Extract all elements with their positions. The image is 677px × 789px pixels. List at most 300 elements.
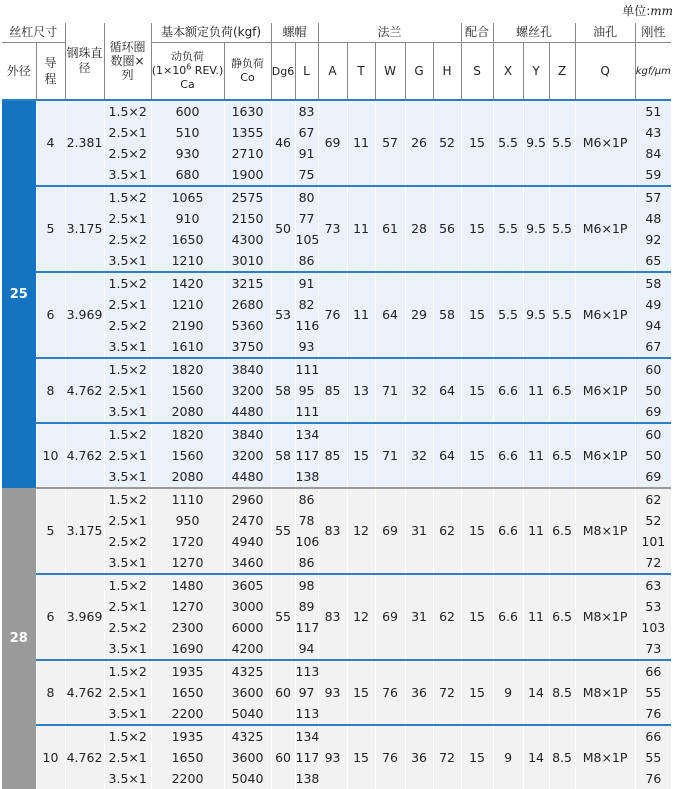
ball-diameter-cell: 3.175 bbox=[65, 186, 104, 272]
dim-a-cell: 93 bbox=[318, 660, 347, 725]
ball-diameter-cell: 2.381 bbox=[65, 100, 104, 186]
dim-x-cell: 5.5 bbox=[493, 100, 523, 186]
dynamic-load-cell: 2080 bbox=[151, 466, 224, 488]
dynamic-load-cell: 1650 bbox=[151, 682, 224, 703]
stiffness-cell: 66 bbox=[635, 660, 671, 682]
dim-x-cell: 6.6 bbox=[493, 488, 523, 574]
circuit-cell: 1.5×2 bbox=[104, 186, 151, 208]
table-row bbox=[2, 186, 671, 208]
stiffness-cell: 60 bbox=[635, 423, 671, 445]
nut-length-cell: 83 bbox=[295, 100, 318, 122]
stiffness-cell: 50 bbox=[635, 380, 671, 401]
dim-a-cell: 73 bbox=[318, 186, 347, 272]
stiffness-cell: 73 bbox=[635, 638, 671, 660]
circuit-cell: 1.5×2 bbox=[104, 725, 151, 747]
dim-g-cell: 32 bbox=[405, 358, 433, 423]
nut-length-cell: 86 bbox=[295, 552, 318, 574]
static-load-cell: 3000 bbox=[224, 596, 271, 617]
dim-x-cell: 6.6 bbox=[493, 358, 523, 423]
stiffness-cell: 55 bbox=[635, 747, 671, 768]
header-bolt-y: Y bbox=[523, 43, 549, 101]
circuit-cell: 1.5×2 bbox=[104, 423, 151, 445]
dim-y-cell: 9.5 bbox=[523, 186, 549, 272]
stiffness-cell: 52 bbox=[635, 510, 671, 531]
circuit-cell: 3.5×1 bbox=[104, 552, 151, 574]
dynamic-load-cell: 1650 bbox=[151, 747, 224, 768]
dim-w-cell: 57 bbox=[375, 100, 405, 186]
nut-length-cell: 117 bbox=[295, 617, 318, 638]
stiffness-cell: 51 bbox=[635, 100, 671, 122]
nut-length-cell: 134 bbox=[295, 725, 318, 747]
lead-cell: 5 bbox=[36, 186, 65, 272]
circuit-cell: 2.5×2 bbox=[104, 143, 151, 164]
dim-h-cell: 62 bbox=[433, 488, 461, 574]
dynamic-load-cell: 600 bbox=[151, 100, 224, 122]
table-row bbox=[2, 272, 671, 294]
dynamic-load-cell: 1610 bbox=[151, 336, 224, 358]
dynamic-load-cell: 1820 bbox=[151, 423, 224, 445]
circuit-cell: 2.5×1 bbox=[104, 510, 151, 531]
dim-h-cell: 72 bbox=[433, 725, 461, 789]
stiffness-cell: 66 bbox=[635, 725, 671, 747]
dim-t-cell: 15 bbox=[347, 423, 375, 488]
dim-z-cell: 6.5 bbox=[549, 574, 575, 660]
dynamic-load-cell: 950 bbox=[151, 510, 224, 531]
lead-cell: 4 bbox=[36, 100, 65, 186]
dg6-cell: 60 bbox=[271, 660, 295, 725]
dynamic-load-cell: 910 bbox=[151, 208, 224, 229]
static-load-code: Co bbox=[240, 71, 255, 84]
dim-t-cell: 11 bbox=[347, 100, 375, 186]
dim-x-cell: 5.5 bbox=[493, 272, 523, 358]
dynamic-load-cell: 1560 bbox=[151, 380, 224, 401]
static-load-cell: 3200 bbox=[224, 445, 271, 466]
stiffness-cell: 72 bbox=[635, 552, 671, 574]
lead-cell: 5 bbox=[36, 488, 65, 574]
dim-g-cell: 31 bbox=[405, 574, 433, 660]
static-load-cell: 4300 bbox=[224, 229, 271, 250]
static-load-cell: 3010 bbox=[224, 250, 271, 272]
dim-a-cell: 85 bbox=[318, 358, 347, 423]
header-flange-g: G bbox=[405, 43, 433, 101]
dim-y-cell: 11 bbox=[523, 358, 549, 423]
nut-length-cell: 94 bbox=[295, 638, 318, 660]
dynamic-load-cell: 1690 bbox=[151, 638, 224, 660]
header-nut: 螺帽 bbox=[271, 23, 318, 43]
nut-length-cell: 95 bbox=[295, 380, 318, 401]
table-row bbox=[2, 358, 671, 380]
nut-length-cell: 117 bbox=[295, 445, 318, 466]
nut-length-cell: 113 bbox=[295, 703, 318, 725]
header-flange-h: H bbox=[433, 43, 461, 101]
stiffness-cell: 48 bbox=[635, 208, 671, 229]
dim-t-cell: 15 bbox=[347, 725, 375, 789]
static-load-cell: 1355 bbox=[224, 122, 271, 143]
stiffness-cell: 53 bbox=[635, 596, 671, 617]
static-load-cell: 3750 bbox=[224, 336, 271, 358]
header-oil-q: Q bbox=[575, 43, 635, 101]
nut-length-cell: 138 bbox=[295, 768, 318, 789]
dynamic-load-cell: 1935 bbox=[151, 660, 224, 682]
nut-length-cell: 86 bbox=[295, 488, 318, 510]
nut-length-cell: 77 bbox=[295, 208, 318, 229]
stiffness-cell: 58 bbox=[635, 272, 671, 294]
outer-diameter-cell: 28 bbox=[2, 488, 36, 789]
circuit-cell: 1.5×2 bbox=[104, 660, 151, 682]
dg6-cell: 55 bbox=[271, 574, 295, 660]
static-load-cell: 2680 bbox=[224, 294, 271, 315]
dim-y-cell: 11 bbox=[523, 488, 549, 574]
stiffness-cell: 49 bbox=[635, 294, 671, 315]
dynamic-load-cell: 2200 bbox=[151, 703, 224, 725]
header-load-rating-text: 基本额定负荷(kgf) bbox=[160, 25, 262, 39]
dim-g-cell: 29 bbox=[405, 272, 433, 358]
circuit-cell: 2.5×2 bbox=[104, 315, 151, 336]
dim-z-cell: 8.5 bbox=[549, 725, 575, 789]
circuit-cell: 2.5×2 bbox=[104, 531, 151, 552]
circuit-cell: 1.5×2 bbox=[104, 358, 151, 380]
header-dynamic-load bbox=[151, 43, 224, 101]
ball-diameter-cell: 3.969 bbox=[65, 574, 104, 660]
dim-g-cell: 36 bbox=[405, 660, 433, 725]
nut-length-cell: 111 bbox=[295, 401, 318, 423]
dim-s-cell: 15 bbox=[461, 358, 493, 423]
dim-q-cell: M6×1P bbox=[575, 100, 635, 186]
dynamic-load-cell: 2300 bbox=[151, 617, 224, 638]
table-body bbox=[2, 100, 671, 789]
static-load-cell: 4325 bbox=[224, 725, 271, 747]
circuit-cell: 1.5×2 bbox=[104, 272, 151, 294]
circuit-cell: 3.5×1 bbox=[104, 336, 151, 358]
circuit-cell: 3.5×1 bbox=[104, 703, 151, 725]
header-load-rating bbox=[151, 23, 271, 43]
dim-w-cell: 71 bbox=[375, 423, 405, 488]
ball-diameter-cell: 4.762 bbox=[65, 725, 104, 789]
table-row bbox=[2, 725, 671, 747]
dim-s-cell: 15 bbox=[461, 423, 493, 488]
dg6-cell: 58 bbox=[271, 358, 295, 423]
stiffness-cell: 92 bbox=[635, 229, 671, 250]
circuit-cell: 2.5×1 bbox=[104, 682, 151, 703]
dim-z-cell: 6.5 bbox=[549, 488, 575, 574]
dim-z-cell: 5.5 bbox=[549, 272, 575, 358]
ball-diameter-cell: 4.762 bbox=[65, 660, 104, 725]
dynamic-load-cell: 1420 bbox=[151, 272, 224, 294]
header-bolt-z: Z bbox=[549, 43, 575, 101]
static-load-cell: 2710 bbox=[224, 143, 271, 164]
header-flange-t: T bbox=[347, 43, 375, 101]
static-load-cell: 3215 bbox=[224, 272, 271, 294]
stiffness-cell: 69 bbox=[635, 401, 671, 423]
dim-z-cell: 5.5 bbox=[549, 100, 575, 186]
dynamic-load-cell: 1480 bbox=[151, 574, 224, 596]
dim-h-cell: 52 bbox=[433, 100, 461, 186]
dim-w-cell: 61 bbox=[375, 186, 405, 272]
circuit-cell: 2.5×1 bbox=[104, 380, 151, 401]
circuit-cell: 3.5×1 bbox=[104, 638, 151, 660]
stiffness-cell: 76 bbox=[635, 768, 671, 789]
dim-y-cell: 9.5 bbox=[523, 100, 549, 186]
dim-q-cell: M6×1P bbox=[575, 272, 635, 358]
dim-w-cell: 76 bbox=[375, 660, 405, 725]
dim-w-cell: 71 bbox=[375, 358, 405, 423]
dynamic-load-cell: 930 bbox=[151, 143, 224, 164]
circuit-cell: 1.5×2 bbox=[104, 574, 151, 596]
dim-a-cell: 93 bbox=[318, 725, 347, 789]
lead-cell: 10 bbox=[36, 725, 65, 789]
table-row bbox=[2, 660, 671, 682]
dim-w-cell: 69 bbox=[375, 574, 405, 660]
stiffness-cell: 84 bbox=[635, 143, 671, 164]
dynamic-load-cell: 680 bbox=[151, 164, 224, 186]
static-load-cell: 1630 bbox=[224, 100, 271, 122]
nut-length-cell: 98 bbox=[295, 574, 318, 596]
stiffness-cell: 62 bbox=[635, 488, 671, 510]
dynamic-load-code: Ca bbox=[180, 78, 195, 91]
dim-x-cell: 5.5 bbox=[493, 186, 523, 272]
dim-a-cell: 69 bbox=[318, 100, 347, 186]
dim-w-cell: 69 bbox=[375, 488, 405, 574]
static-load-cell: 4480 bbox=[224, 401, 271, 423]
dynamic-load-cell: 1110 bbox=[151, 488, 224, 510]
stiffness-cell: 59 bbox=[635, 164, 671, 186]
static-load-cell: 5040 bbox=[224, 768, 271, 789]
static-load-cell: 3605 bbox=[224, 574, 271, 596]
dynamic-load-cell: 1270 bbox=[151, 552, 224, 574]
dim-t-cell: 11 bbox=[347, 272, 375, 358]
circuit-cell: 1.5×2 bbox=[104, 488, 151, 510]
header-fit: 配合 bbox=[461, 23, 493, 43]
outer-diameter-cell: 25 bbox=[2, 100, 36, 488]
header-stiffness: 刚性 bbox=[635, 23, 671, 43]
circuit-cell: 3.5×1 bbox=[104, 466, 151, 488]
stiffness-cell: 65 bbox=[635, 250, 671, 272]
dim-s-cell: 15 bbox=[461, 186, 493, 272]
nut-length-cell: 105 bbox=[295, 229, 318, 250]
dynamic-load-cell: 1650 bbox=[151, 229, 224, 250]
dim-w-cell: 76 bbox=[375, 725, 405, 789]
static-load-cell: 2150 bbox=[224, 208, 271, 229]
stiffness-cell: 63 bbox=[635, 574, 671, 596]
dynamic-load-cell: 1820 bbox=[151, 358, 224, 380]
dim-g-cell: 26 bbox=[405, 100, 433, 186]
dim-t-cell: 11 bbox=[347, 186, 375, 272]
dim-h-cell: 72 bbox=[433, 660, 461, 725]
stiffness-cell: 94 bbox=[635, 315, 671, 336]
dim-z-cell: 6.5 bbox=[549, 358, 575, 423]
dim-s-cell: 15 bbox=[461, 660, 493, 725]
dim-y-cell: 11 bbox=[523, 423, 549, 488]
circuit-cell: 2.5×2 bbox=[104, 229, 151, 250]
dim-q-cell: M6×1P bbox=[575, 358, 635, 423]
dim-x-cell: 9 bbox=[493, 660, 523, 725]
static-load-cell: 5360 bbox=[224, 315, 271, 336]
dim-q-cell: M6×1P bbox=[575, 186, 635, 272]
dim-q-cell: M8×1P bbox=[575, 488, 635, 574]
lead-cell: 8 bbox=[36, 358, 65, 423]
header-flange-a: A bbox=[318, 43, 347, 101]
header-bolt-hole: 螺丝孔 bbox=[493, 23, 575, 43]
dim-q-cell: M8×1P bbox=[575, 725, 635, 789]
dim-h-cell: 64 bbox=[433, 358, 461, 423]
dynamic-load-cell: 2200 bbox=[151, 768, 224, 789]
nut-length-cell: 106 bbox=[295, 531, 318, 552]
circuit-cell: 2.5×1 bbox=[104, 747, 151, 768]
circuit-cell: 3.5×1 bbox=[104, 768, 151, 789]
dim-g-cell: 28 bbox=[405, 186, 433, 272]
dim-q-cell: M8×1P bbox=[575, 574, 635, 660]
circuit-cell: 2.5×2 bbox=[104, 617, 151, 638]
dim-a-cell: 83 bbox=[318, 488, 347, 574]
dim-h-cell: 58 bbox=[433, 272, 461, 358]
ball-diameter-cell: 4.762 bbox=[65, 423, 104, 488]
dim-g-cell: 31 bbox=[405, 488, 433, 574]
dim-x-cell: 6.6 bbox=[493, 574, 523, 660]
stiffness-cell: 69 bbox=[635, 466, 671, 488]
dynamic-load-cell: 1065 bbox=[151, 186, 224, 208]
static-load-cell: 3840 bbox=[224, 423, 271, 445]
dg6-cell: 55 bbox=[271, 488, 295, 574]
unit-note bbox=[0, 2, 673, 19]
stiffness-cell: 67 bbox=[635, 336, 671, 358]
circuit-cell: 2.5×1 bbox=[104, 596, 151, 617]
stiffness-cell: 57 bbox=[635, 186, 671, 208]
static-load-cell: 4940 bbox=[224, 531, 271, 552]
nut-length-cell: 75 bbox=[295, 164, 318, 186]
static-load-cell: 3600 bbox=[224, 747, 271, 768]
dynamic-load-cell: 1210 bbox=[151, 294, 224, 315]
dim-a-cell: 76 bbox=[318, 272, 347, 358]
dynamic-load-revs: ($1\times 10^6$ REV.) bbox=[151, 62, 224, 77]
ball-diameter-cell: 4.762 bbox=[65, 358, 104, 423]
nut-length-cell: 113 bbox=[295, 660, 318, 682]
stiffness-cell: 50 bbox=[635, 445, 671, 466]
nut-length-cell: 134 bbox=[295, 423, 318, 445]
dg6-cell: 60 bbox=[271, 725, 295, 789]
ball-screw-spec-table bbox=[2, 23, 671, 789]
static-load-cell: 2470 bbox=[224, 510, 271, 531]
nut-length-cell: 82 bbox=[295, 294, 318, 315]
static-load-cell: 3460 bbox=[224, 552, 271, 574]
static-load-cell: 4480 bbox=[224, 466, 271, 488]
lead-cell: 8 bbox=[36, 660, 65, 725]
circuit-cell: 3.5×1 bbox=[104, 164, 151, 186]
header-bolt-x: X bbox=[493, 43, 523, 101]
dim-y-cell: 11 bbox=[523, 574, 549, 660]
table-row bbox=[2, 574, 671, 596]
dynamic-load-cell: 510 bbox=[151, 122, 224, 143]
static-load-cell: 3200 bbox=[224, 380, 271, 401]
table-row bbox=[2, 100, 671, 122]
static-load-cell: 1900 bbox=[224, 164, 271, 186]
dynamic-load-cell: 1270 bbox=[151, 596, 224, 617]
header-flange: 法兰 bbox=[318, 23, 461, 43]
dynamic-load-cell: 1935 bbox=[151, 725, 224, 747]
dim-s-cell: 15 bbox=[461, 488, 493, 574]
static-load-title: 静负荷 bbox=[231, 57, 265, 70]
nut-length-cell: 138 bbox=[295, 466, 318, 488]
circuit-cell: 3.5×1 bbox=[104, 401, 151, 423]
lead-cell: 6 bbox=[36, 574, 65, 660]
dim-s-cell: 15 bbox=[461, 100, 493, 186]
unit-value: mm bbox=[650, 4, 673, 18]
dynamic-load-cell: 2080 bbox=[151, 401, 224, 423]
table-header bbox=[2, 23, 671, 100]
dg6-cell: 58 bbox=[271, 423, 295, 488]
header-oil-hole: 油孔 bbox=[575, 23, 635, 43]
nut-length-cell: 117 bbox=[295, 747, 318, 768]
header-static-load bbox=[224, 43, 271, 101]
dim-x-cell: 6.6 bbox=[493, 423, 523, 488]
nut-length-cell: 78 bbox=[295, 510, 318, 531]
nut-length-cell: 91 bbox=[295, 272, 318, 294]
static-load-cell: 4325 bbox=[224, 660, 271, 682]
dim-w-cell: 64 bbox=[375, 272, 405, 358]
circuit-cell: 3.5×1 bbox=[104, 250, 151, 272]
static-load-cell: 4200 bbox=[224, 638, 271, 660]
table-row bbox=[2, 423, 671, 445]
header-l: L bbox=[295, 43, 318, 101]
dim-s-cell: 15 bbox=[461, 725, 493, 789]
dynamic-load-cell: 1560 bbox=[151, 445, 224, 466]
dim-g-cell: 32 bbox=[405, 423, 433, 488]
static-load-cell: 6000 bbox=[224, 617, 271, 638]
ball-diameter-cell: 3.175 bbox=[65, 488, 104, 574]
dim-s-cell: 15 bbox=[461, 574, 493, 660]
dynamic-load-cell: 1720 bbox=[151, 531, 224, 552]
stiffness-cell: 55 bbox=[635, 682, 671, 703]
header-ball-diameter: 钢珠直径 bbox=[65, 23, 104, 100]
dynamic-load-cell: 1210 bbox=[151, 250, 224, 272]
dg6-cell: 53 bbox=[271, 272, 295, 358]
stiffness-cell: 60 bbox=[635, 358, 671, 380]
dg6-cell: 50 bbox=[271, 186, 295, 272]
nut-length-cell: 97 bbox=[295, 682, 318, 703]
dim-a-cell: 85 bbox=[318, 423, 347, 488]
static-load-cell: 5040 bbox=[224, 703, 271, 725]
dim-z-cell: 6.5 bbox=[549, 423, 575, 488]
stiffness-cell: 76 bbox=[635, 703, 671, 725]
nut-length-cell: 67 bbox=[295, 122, 318, 143]
header-dg6: Dg6 bbox=[271, 43, 295, 101]
nut-length-cell: 93 bbox=[295, 336, 318, 358]
dim-q-cell: M6×1P bbox=[575, 423, 635, 488]
header-stiffness-unit: kgf/μm bbox=[635, 43, 671, 101]
dim-h-cell: 56 bbox=[433, 186, 461, 272]
nut-length-cell: 80 bbox=[295, 186, 318, 208]
dim-z-cell: 5.5 bbox=[549, 186, 575, 272]
table-row bbox=[2, 488, 671, 510]
nut-length-cell: 116 bbox=[295, 315, 318, 336]
stiffness-cell: 103 bbox=[635, 617, 671, 638]
dim-x-cell: 9 bbox=[493, 725, 523, 789]
unit-label: 单位: bbox=[622, 4, 651, 18]
ball-diameter-cell: 3.969 bbox=[65, 272, 104, 358]
dg6-cell: 46 bbox=[271, 100, 295, 186]
header-fit-s: S bbox=[461, 43, 493, 101]
nut-length-cell: 89 bbox=[295, 596, 318, 617]
header-circuits: 循环圈数圈×列 bbox=[104, 23, 151, 100]
circuit-cell: 2.5×1 bbox=[104, 122, 151, 143]
dim-a-cell: 83 bbox=[318, 574, 347, 660]
circuit-cell: 2.5×1 bbox=[104, 445, 151, 466]
header-lead: 导程 bbox=[36, 43, 65, 101]
dim-y-cell: 14 bbox=[523, 725, 549, 789]
static-load-cell: 2575 bbox=[224, 186, 271, 208]
dim-y-cell: 9.5 bbox=[523, 272, 549, 358]
static-load-cell: 2960 bbox=[224, 488, 271, 510]
nut-length-cell: 86 bbox=[295, 250, 318, 272]
